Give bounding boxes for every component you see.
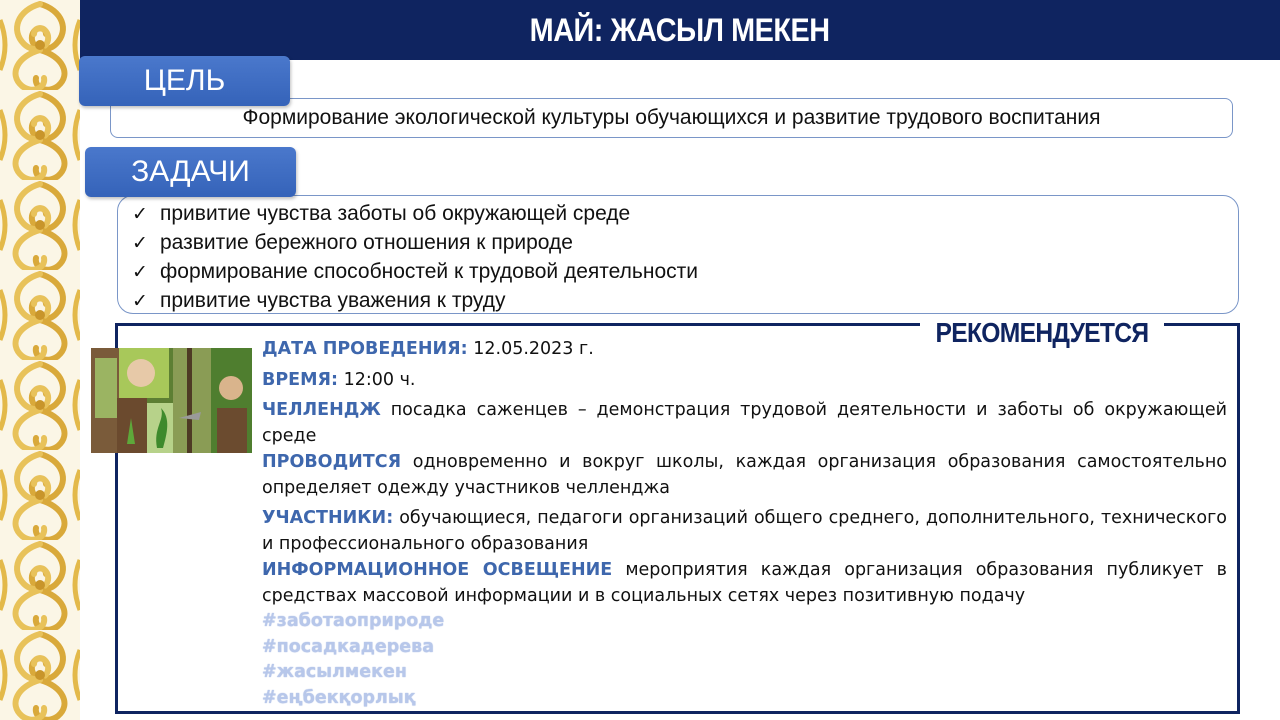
- time-row: [262, 364, 1227, 395]
- date-row: [262, 336, 1227, 364]
- challenge-text: посадка саженцев – демонстрация трудовой деятельности и заботы об окружающей среде: [262, 400, 1227, 446]
- participants-label: УЧАСТНИКИ:: [262, 508, 394, 528]
- list-item: [132, 286, 1238, 315]
- goal-text: Формирование экологической культуры обучающихся и развитие трудового воспитания: [242, 106, 1101, 129]
- event-info: [262, 336, 1227, 711]
- time-value: 12:00 ч.: [343, 370, 416, 390]
- check-icon: ✓: [132, 289, 148, 312]
- hashtag[interactable]: #заботаоприроде: [262, 611, 445, 631]
- conducted-text: одновременно и вокруг школы, каждая организация образования самостоятельно определяет одежду участников челленджа: [262, 452, 1227, 498]
- ornament-border: [0, 0, 80, 720]
- list-item: [132, 257, 1238, 286]
- participants-row: [262, 501, 1227, 557]
- page-title: МАЙ: ЖАСЫЛ МЕКЕН: [530, 11, 830, 48]
- task-text: привитие чувства заботы об окружающей среде: [160, 201, 631, 225]
- date-label: ДАТА ПРОВЕДЕНИЯ:: [262, 339, 468, 359]
- hashtag[interactable]: #еңбекқорлық: [262, 687, 416, 708]
- challenge-row: [262, 395, 1227, 449]
- media-row: [262, 557, 1227, 609]
- header-bar: [80, 0, 1280, 60]
- tasks-box: [117, 195, 1239, 314]
- challenge-label: ЧЕЛЛЕНДЖ: [262, 400, 381, 420]
- time-label: ВРЕМЯ:: [262, 370, 339, 390]
- goal-label: ЦЕЛЬ: [79, 56, 290, 106]
- collage-image: [91, 348, 252, 453]
- recommended-title-text: РЕКОМЕНДУЕТСЯ: [935, 317, 1149, 348]
- list-item: [132, 199, 1238, 228]
- hashtag[interactable]: #посадкадерева: [262, 636, 435, 657]
- list-item: [132, 228, 1238, 257]
- check-icon: ✓: [132, 202, 148, 225]
- check-icon: ✓: [132, 231, 148, 254]
- date-value: 12.05.2023 г.: [473, 339, 594, 359]
- participants-text: обучающиеся, педагоги организаций общего среднего, дополнительного, технического и профессионального образования: [262, 508, 1227, 554]
- hashtag[interactable]: #жасылмекен: [262, 662, 407, 682]
- ornament-pattern: [0, 0, 80, 720]
- check-icon: ✓: [132, 260, 148, 283]
- planting-photo-collage: [91, 348, 252, 453]
- task-text: формирование способностей к трудовой деятельности: [160, 259, 698, 283]
- conducted-label: ПРОВОДИТСЯ: [262, 452, 402, 472]
- conducted-row: [262, 449, 1227, 501]
- media-label: ИНФОРМАЦИОННОЕ ОСВЕЩЕНИЕ: [262, 560, 613, 580]
- task-text: привитие чувства уважения к труду: [160, 288, 506, 312]
- tasks-label: ЗАДАЧИ: [85, 147, 296, 197]
- media-text: мероприятия каждая организация образования публикует в средствах массовой информации и в социальных сетях через позитивную подачу: [262, 560, 1227, 606]
- task-text: развитие бережного отношения к природе: [160, 230, 573, 254]
